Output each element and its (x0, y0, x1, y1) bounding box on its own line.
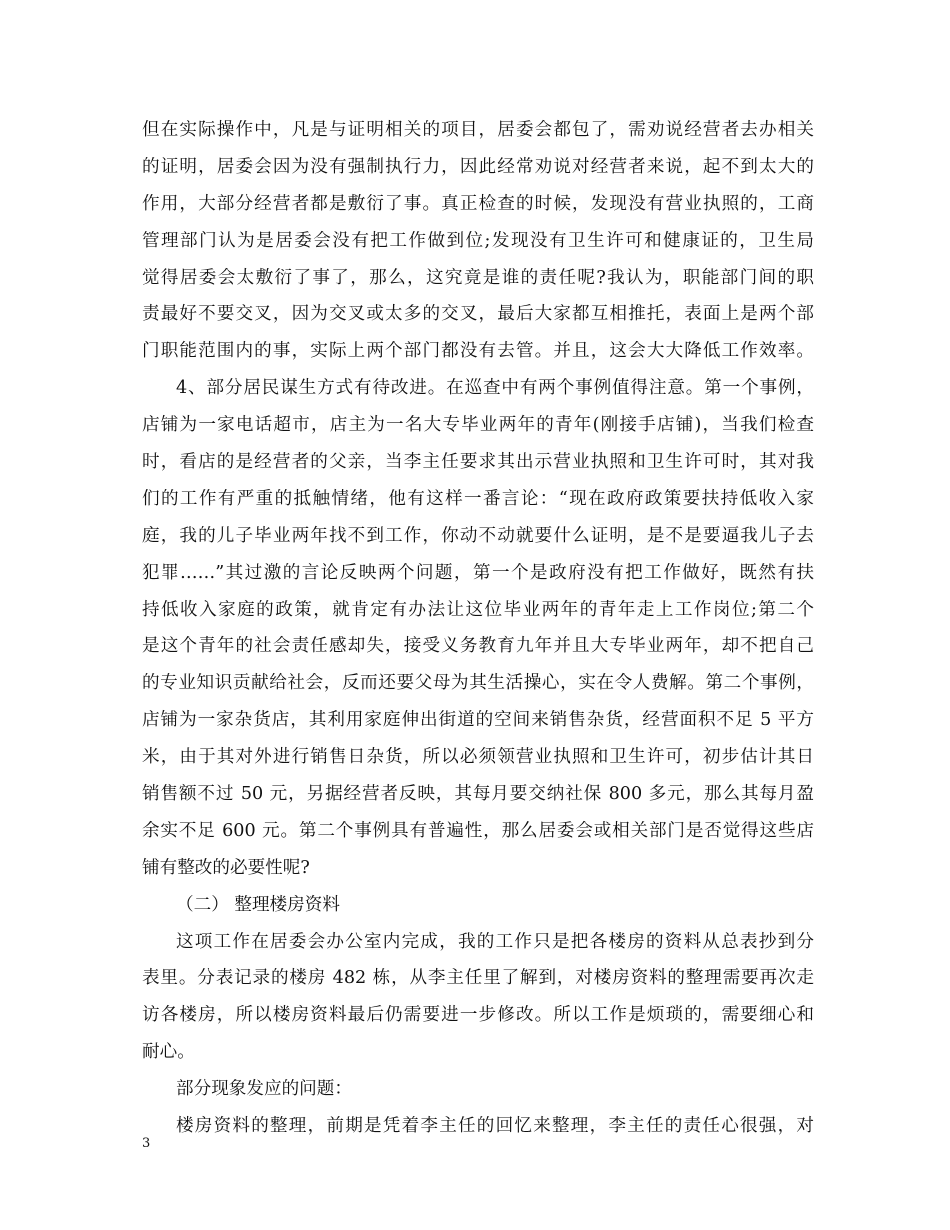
text-line-10: 时，看店的是经营者的父亲，当李主任要求其出示营业执照和卫生许可时，其对我 (142, 452, 814, 473)
text-line-7: 门职能范围内的事，实际上两个部门都没有去管。并且，这会大大降低工作效率。 (142, 341, 814, 362)
text-line-26: 耐心。 (142, 1042, 195, 1063)
text-line-12: 庭，我的儿子毕业两年找不到工作，你动不动就要什么证明，是不是要逼我儿子去 (142, 525, 814, 546)
page-number: 3 (142, 1136, 151, 1151)
body-text (142, 112, 814, 1145)
text-line-25: 访各楼房，所以楼房资料最后仍需要进一步修改。所以工作是烦琐的，需要细心和 (142, 1005, 814, 1026)
section-heading: （二） 整理楼房资料 (176, 894, 340, 915)
text-line-16: 的专业知识贡献给社会，反而还要父母为其生活操心，实在令人费解。第二个事例， (142, 673, 814, 694)
text-line-24: 表里。分表记录的楼房 482 栋，从李主任里了解到，对楼房资料的整理需要再次走 (142, 968, 814, 989)
text-line-20: 余实不足 600 元。第二个事例具有普遍性，那么居委会或相关部门是否觉得这些店 (142, 820, 814, 841)
text-line-1: 但在实际操作中，凡是与证明相关的项目，居委会都包了，需劝说经营者去办相关 (142, 120, 814, 140)
text-line-15: 是这个青年的社会责任感却失，接受义务教育九年并且大专毕业两年，却不把自己 (142, 636, 814, 657)
text-line-8: 4、部分居民谋生方式有待改进。在巡查中有两个事例值得注意。第一个事例， (176, 378, 814, 399)
text-line-3: 作用，大部分经营者都是敷衍了事。真正检查的时候，发现没有营业执照的，工商 (142, 193, 814, 214)
text-line-6: 责最好不要交叉，因为交叉或太多的交叉，最后大家都互相推托，表面上是两个部 (142, 304, 814, 325)
text-line-4: 管理部门认为是居委会没有把工作做到位;发现没有卫生许可和健康证的，卫生局 (142, 230, 814, 251)
text-line-11: 们的工作有严重的抵触情绪，他有这样一番言论：“现在政府政策要扶持低收入家 (142, 488, 814, 509)
text-line-17: 店铺为一家杂货店，其利用家庭伸出街道的空间来销售杂货，经营面积不足 5 平方 (142, 710, 814, 731)
text-line-13: 犯罪……”其过激的言论反映两个问题，第一个是政府没有把工作做好，既然有扶 (142, 562, 814, 583)
text-line-19: 销售额不过 50 元，另据经营者反映，其每月要交纳社保 800 多元，那么其每月盈 (142, 784, 814, 805)
text-line-21: 铺有整改的必要性呢? (142, 857, 310, 878)
text-line-28: 楼房资料的整理，前期是凭着李主任的回忆来整理，李主任的责任心很强，对 (176, 1116, 814, 1137)
text-line-9: 店铺为一家电话超市，店主为一名大专毕业两年的青年(刚接手店铺)，当我们检查 (142, 415, 814, 436)
text-line-23: 这项工作在居委会办公室内完成，我的工作只是把各楼房的资料从总表抄到分 (176, 931, 814, 952)
text-line-27: 部分现象发应的问题： (176, 1079, 352, 1100)
text-line-2: 的证明，居委会因为没有强制执行力，因此经常劝说对经营者来说，起不到太大的 (142, 156, 814, 177)
text-line-14: 持低收入家庭的政策，就肯定有办法让这位毕业两年的青年走上工作岗位;第二个 (142, 599, 814, 620)
text-line-5: 觉得居委会太敷衍了事了，那么，这究竟是谁的责任呢?我认为，职能部门间的职 (142, 267, 814, 288)
text-line-18: 米，由于其对外进行销售日杂货，所以必须领营业执照和卫生许可，初步估计其日 (142, 747, 814, 768)
